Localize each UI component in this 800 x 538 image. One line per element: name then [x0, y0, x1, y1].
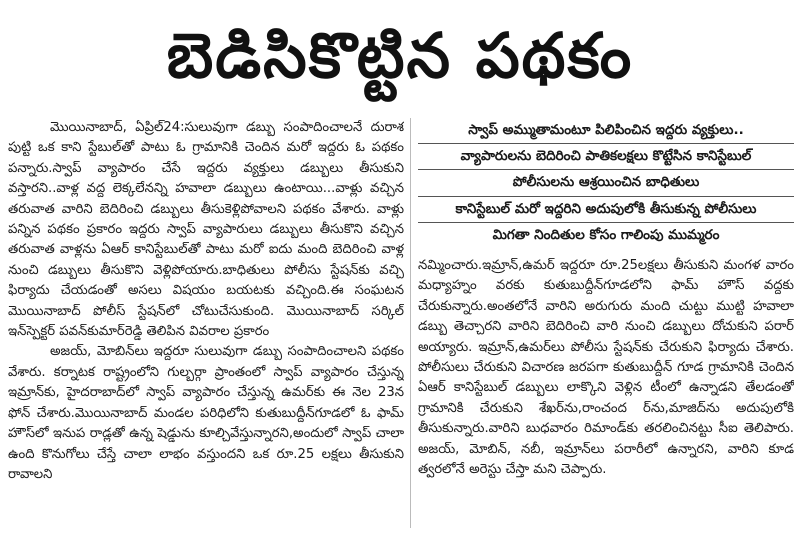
right-body-text: నమ్మించారు.ఇమ్రాన్‌,ఉమర్‌ ఇద్దరూ రూ.25లక్షలు తీసుకుని మంగళ వారం మధ్యాహ్నం వరకు కుతుబుద్దీన్‌గూడలోని ఫామ్‌ హౌస్‌ వద్దకు చేరుకున్నారు.అంతలోనే వారిని అరుగురు మంది చుట్టు ముట్టి హవాలా డబ్బు తెచ్చారని వారిని బెదిరించి వారి నుంచి డబ్బులు దోచుకుని పరార్‌ అయ్యారు. ఇమ్రాన్‌,ఉమర్‌లు పోలీసు స్టేషన్‌కు చేరుకుని ఫిర్యాదు చేశారు. పోలీసులు చేరుకుని విచారణ జరపగా కుతుబుద్దీన్‌ గూడ గ్రామానికి చెందిన ఏఆర్‌ కానిస్టేబుల్‌ డబ్బులు లాక్కొని వెళ్లిన టీంలో ఉన్నాడని తేలడంతో గ్రామానికి చేరుకుని శేఖర్‌ను,రాంచంద ర్‌ను,మాజిద్‌ను అదుపులోకి తీసుకున్నారు.వారిని బుధవారం రిమాండ్‌కు తరలించినట్టు సీఐ తెలిపారు. అజయ్‌, మోబిన్‌, నబీ, ఇమ్రాన్‌లు పరారీలో ఉన్నారని, వారిని కూడ త్వరలోనే అరెస్టు చేస్తా మని చెప్పారు.: [418, 258, 794, 478]
highlight-1: స్వాప్‌ అమ్ముతామంటూ పిలిపించిన ఇద్దరు వ్యక్తులు..: [418, 118, 794, 144]
left-column: [8, 118, 404, 532]
highlight-3: పోలీసులను ఆశ్రయించిన బాధితులు: [418, 170, 794, 196]
highlight-2: వ్యాపారులను బెదిరించి పాతికలక్షలు కొట్టేసిన కానిస్టేబుల్‌: [418, 144, 794, 170]
highlight-4: కానిస్టేబుల్‌ మరో ఇద్దరిని అదుపులోకి తీసుకున్న పోలీసులు: [418, 197, 794, 223]
highlights-box: [418, 118, 794, 248]
highlight-5: మిగతా నిందితుల కోసం గాలింపు ముమ్మరం: [492, 226, 720, 243]
headline: బెడిసికొట్టిన పథకం: [166, 19, 634, 92]
column-divider: [410, 118, 411, 528]
right-column: [418, 118, 794, 532]
left-paragraph-2: అజయ్‌, మోబిన్‌లు ఇద్దరూ సులువుగా డబ్బు సంపాదించాలని పథకం వేశారు. కర్నాటక రాష్ట్రంలోని గుల్బర్గా ప్రాంతంలో స్వాప్‌ వ్యాపారం చేస్తున్న ఇమ్రాన్‌కు, హైదరాబాద్‌లో స్వాప్‌ వ్యాపారం చేస్తున్న ఉమర్‌కు ఈ నెల 23న ఫోన్‌ చేశారు.మొయినాబాద్‌ మండల పరిధిలోని కుతుబుద్దీన్‌గూడలో ఓ ఫామ్‌ హౌస్‌లో ఇనుప రాడ్లతో ఉన్న షెడ్డును కూల్చివేస్తున్నారని,అందులో స్వాప్‌ చాలా ఉంది కొనుగోలు చేస్తే చాలా లాభం వస్తుందని ఒక రూ.25 లక్షలు తీసుకుని రావాలని: [8, 344, 404, 482]
left-paragraph-1: మొయినాబాద్‌, ఏప్రిల్‌24:సులువుగా డబ్బు సంపాదించాలనే దురాశ పుట్టి ఒక కాని స్టేబుల్‌తో పాటు ఓ గ్రామానికి చెందిన మరో ఇద్దరు ఓ పథకం పన్నారు.స్వాప్‌ వ్యాపారం చేసే ఇద్దరు వ్యక్తులు డబ్బులు తీసుకుని వస్తారని..వాళ్ల వద్ద లెక్కలేనన్ని హవాలా డబ్బులు ఉంటాయి...వాళ్లు వచ్చిన తరువాత వారిని బెదిరించి డబ్బులు తీసుకెళ్లిపోవాలని పథకం వేశారు. వాళ్లు పన్నిన పథకం ప్రకారం ఇద్దరు స్వాప్‌ వ్యాపారులు డబ్బులు తీసుకొని వచ్చిన తరువాత వాళ్లను ఏఆర్‌ కానిస్టేబుల్‌తో పాటు మరో ఐదు మంది బెదిరించి వాళ్ల నుంచి డబ్బులు తీసుకొని వెళ్లిపోయారు.బాధితులు పోలీసు స్టేషన్‌కు వచ్చి ఫిర్యాదు చేయడంతో అసలు విషయం బయటకు వచ్చింది.ఈ సంఘటన మొయినాబాద్‌ పోలీస్‌ స్టేషన్‌లో చోటుచేసుకుంది. మొయినాబాద్‌ సర్కిల్‌ ఇన్‌స్పెక్టర్‌ పవన్‌కుమార్‌రెడ్డి తెలిపిన వివరాల ప్రకారం: [8, 120, 404, 340]
